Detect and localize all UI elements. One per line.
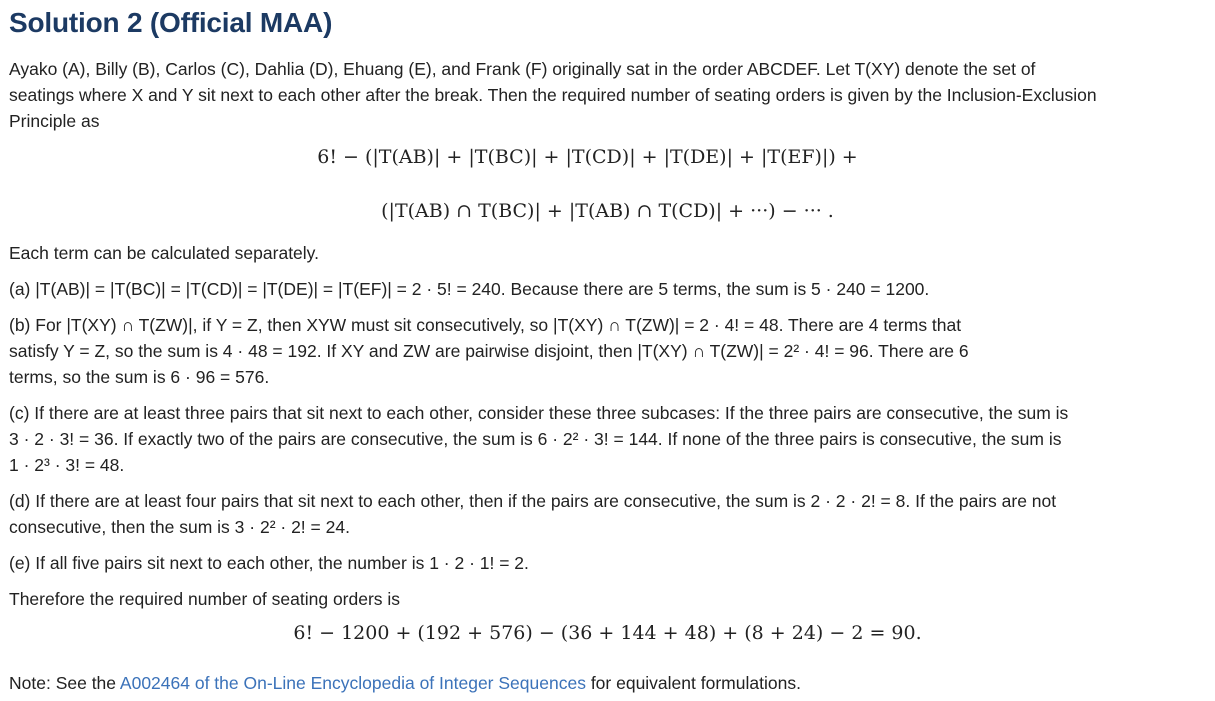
part-b-line-2: satisfy Y = Z, so the sum is 4 · 48 = 192. If XY and ZW are pairwise disjoint, then |T(XY) ∩ T(ZW)| = 2² · 4! = 96. There are 6 bbox=[9, 341, 969, 361]
part-c-line-2: 3 · 2 · 3! = 36. If exactly two of the pairs are consecutive, the sum is 6 · 2² · 3! = 144. If none of the three pairs is consecutive, the sum is bbox=[9, 429, 1062, 449]
intro-line-2: seatings where X and Y sit next to each other after the break. Then the required number of seating orders is given by the Inclusion-Exclusion bbox=[9, 85, 1097, 105]
display-equation-1-line-2: (|T(AB) ∩ T(BC)| + |T(AB) ∩ T(CD)| + ···) − ··· . bbox=[381, 200, 834, 222]
each-term-text: Each term can be calculated separately. bbox=[9, 243, 319, 263]
part-b bbox=[9, 312, 1187, 390]
display-equation-2: 6! − 1200 + (192 + 576) − (36 + 144 + 48) + (8 + 24) − 2 = 90. bbox=[293, 622, 922, 644]
therefore-text: Therefore the required number of seating orders is bbox=[9, 589, 401, 609]
part-c-line-1: (c) If there are at least three pairs that sit next to each other, consider these three subcases: If the three pairs are consecutive, the sum is bbox=[9, 403, 1069, 423]
part-b-line-1: (b) For |T(XY) ∩ T(ZW)|, if Y = Z, then XYW must sit consecutively, so |T(XY) ∩ T(ZW)| = 2 · 4! = 48. There are 4 terms that bbox=[9, 315, 962, 335]
display-equation-1-line-1: 6! − (|T(AB)| + |T(BC)| + |T(CD)| + |T(DE)| + |T(EF)|) + bbox=[317, 146, 858, 168]
intro-paragraph bbox=[9, 56, 1187, 134]
note-suffix: for equivalent formulations. bbox=[585, 673, 801, 693]
note-prefix: Note: See the bbox=[9, 673, 120, 693]
intro-line-3: Principle as bbox=[9, 111, 100, 131]
part-a: (a) |T(AB)| = |T(BC)| = |T(CD)| = |T(DE)| = |T(EF)| = 2 · 5! = 240. Because there are 5 terms, the sum is 5 · 240 = 1200. bbox=[9, 279, 930, 299]
intro-line-1: Ayako (A), Billy (B), Carlos (C), Dahlia (D), Ehuang (E), and Frank (F) originally sat in the order ABCDEF. Let T(XY) denote the set of bbox=[9, 59, 1036, 79]
part-d-line-1: (d) If there are at least four pairs that sit next to each other, then if the pairs are consecutive, the sum is 2 · 2 · 2! = 8. If the pairs are not bbox=[9, 491, 1057, 511]
part-c-line-3: 1 · 2³ · 3! = 48. bbox=[9, 455, 125, 475]
oeis-link[interactable]: A002464 of the On-Line Encyclopedia of Integer Sequences bbox=[119, 673, 586, 693]
part-d bbox=[9, 488, 1187, 540]
part-d-line-2: consecutive, then the sum is 3 · 2² · 2! = 24. bbox=[9, 517, 350, 537]
note-paragraph bbox=[9, 670, 1187, 696]
part-c bbox=[9, 400, 1187, 478]
solution-title: Solution 2 (Official MAA) bbox=[9, 7, 333, 38]
part-b-line-3: terms, so the sum is 6 · 96 = 576. bbox=[9, 367, 270, 387]
part-e: (e) If all five pairs sit next to each other, the number is 1 · 2 · 1! = 2. bbox=[9, 553, 529, 573]
